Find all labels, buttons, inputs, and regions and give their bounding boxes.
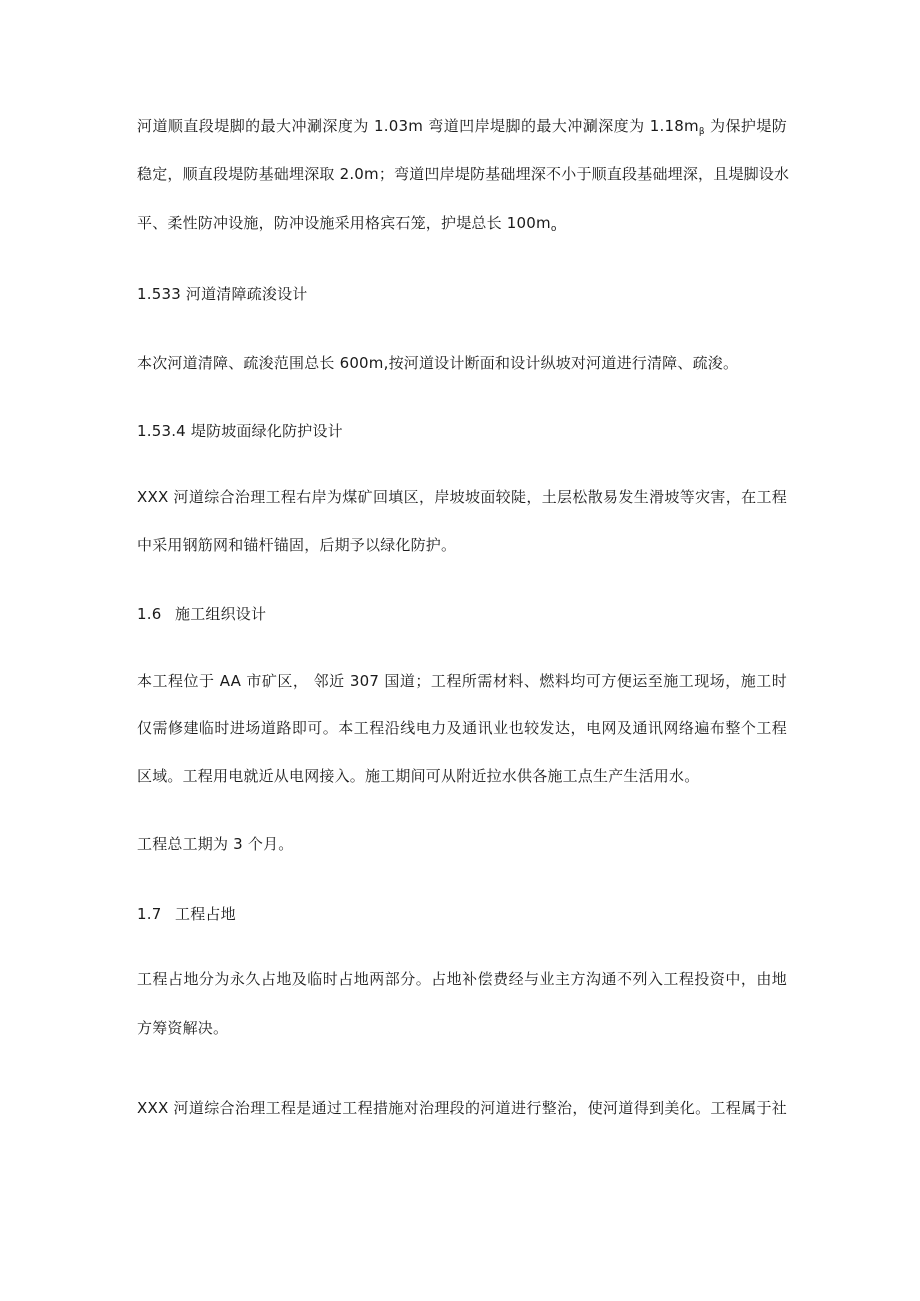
paragraph-line: 工程总工期为 3 个月。 (137, 835, 294, 853)
paragraph-line: 仅需修建临时进场道路即可。本工程沿线电力及通讯业也较发达，电网及通讯网络遍布整个工程 (137, 719, 787, 737)
paragraph-line: XXX 河道综合治理工程是通过工程措施对治理段的河道进行整治，使河道得到美化。工程属于社 (137, 1099, 787, 1117)
text-run: 平、柔性防冲设施，防冲设施采用格宾石笼，护堤总长 100m (137, 214, 551, 232)
heading-number: 1.6 (137, 605, 162, 623)
section-heading: 1.53.4 堤防坡面绿化防护设计 (137, 422, 343, 440)
paragraph-line: 工程占地分为永久占地及临时占地两部分。占地补偿费经与业主方沟通不列入工程投资中，由地 (137, 970, 787, 988)
section-heading (137, 904, 787, 924)
paragraph-line: 方筹资解决。 (137, 1019, 229, 1037)
paragraph-line: 中采用钢筋网和锚杆锚固，后期予以绿化防护。 (137, 536, 457, 554)
heading-title: 工程占地 (175, 905, 236, 923)
section-heading (137, 604, 787, 624)
paragraph-line (137, 213, 787, 239)
text-run: 为保护堤防 (704, 117, 787, 135)
paragraph-line: 本工程位于 AA 市矿区， 邻近 307 国道；工程所需材料、燃料均可方便运至施工现场，施工时 (137, 672, 787, 690)
paragraph-line: 稳定，顺直段堤防基础埋深取 2.0m；弯道凹岸堤防基础埋深不小于顺直段基础埋深，且堤脚设水 (137, 165, 790, 183)
paragraph-line: 区域。工程用电就近从电网接入。施工期间可从附近拉水供各施工点生产生活用水。 (137, 767, 700, 785)
section-heading: 1.533 河道清障疏浚设计 (137, 285, 308, 303)
heading-number: 1.7 (137, 905, 162, 923)
subscript: o (550, 224, 557, 234)
paragraph-line (137, 116, 787, 142)
paragraph-line: XXX 河道综合治理工程右岸为煤矿回填区，岸坡坡面较陡，土层松散易发生滑坡等灾害，在工程 (137, 488, 787, 506)
subscript: β (698, 127, 705, 137)
heading-title: 施工组织设计 (175, 605, 267, 623)
paragraph-line: 本次河道清障、疏浚范围总长 600m,按河道设计断面和设计纵坡对河道进行清障、疏浚。 (137, 354, 739, 372)
text-run: 河道顺直段堤脚的最大冲涮深度为 1.03m 弯道凹岸堤脚的最大冲涮深度为 1.18m (137, 117, 699, 135)
